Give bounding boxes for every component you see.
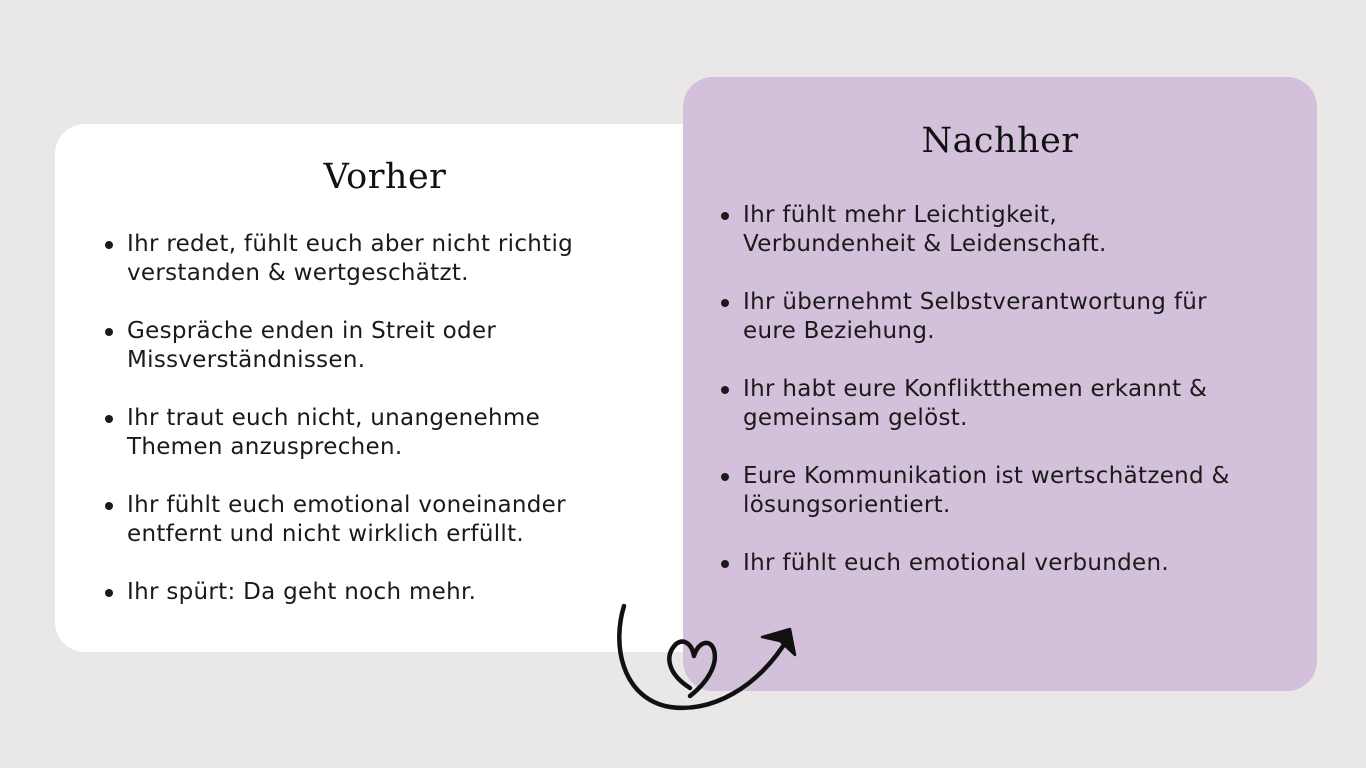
bullet-icon (721, 473, 729, 481)
list-item-text: Eure Kommunikation ist wertschätzend & lösungsorientiert. (743, 463, 1230, 518)
list-item (718, 375, 1308, 433)
bullet-icon (105, 415, 113, 423)
list-item (718, 201, 1308, 259)
bullet-icon (721, 386, 729, 394)
bullet-icon (105, 502, 113, 510)
list-item (102, 491, 702, 549)
before-title: Vorher (323, 157, 447, 197)
list-item (718, 549, 1308, 578)
list-item-text: Ihr traut euch nicht, unangenehme Themen anzusprechen. (127, 405, 541, 460)
list-item-text: Gespräche enden in Streit oder Missverständnissen. (127, 318, 497, 373)
after-card (683, 77, 1317, 691)
list-item (718, 288, 1308, 346)
bullet-icon (105, 241, 113, 249)
heart-loop-arrow-icon (610, 600, 805, 715)
list-item (102, 230, 702, 288)
bullet-icon (105, 328, 113, 336)
bullet-icon (721, 299, 729, 307)
bullet-icon (721, 560, 729, 568)
after-list (718, 201, 1308, 607)
list-item (102, 404, 702, 462)
bullet-icon (105, 589, 113, 597)
before-card (55, 124, 715, 652)
list-item (718, 462, 1308, 520)
after-title: Nachher (921, 121, 1079, 161)
list-item-text: Ihr spürt: Da geht noch mehr. (127, 579, 477, 605)
before-list (102, 230, 702, 636)
list-item-text: Ihr fühlt euch emotional verbunden. (743, 550, 1169, 576)
list-item (102, 317, 702, 375)
list-item-text: Ihr fühlt mehr Leichtigkeit, Verbundenheit & Leidenschaft. (743, 202, 1107, 257)
list-item-text: Ihr redet, fühlt euch aber nicht richtig verstanden & wertgeschätzt. (127, 231, 574, 286)
list-item-text: Ihr übernehmt Selbstverantwortung für eure Beziehung. (743, 289, 1207, 344)
list-item-text: Ihr fühlt euch emotional voneinander entfernt und nicht wirklich erfüllt. (127, 492, 566, 547)
bullet-icon (721, 212, 729, 220)
list-item-text: Ihr habt eure Konfliktthemen erkannt & gemeinsam gelöst. (743, 376, 1208, 431)
